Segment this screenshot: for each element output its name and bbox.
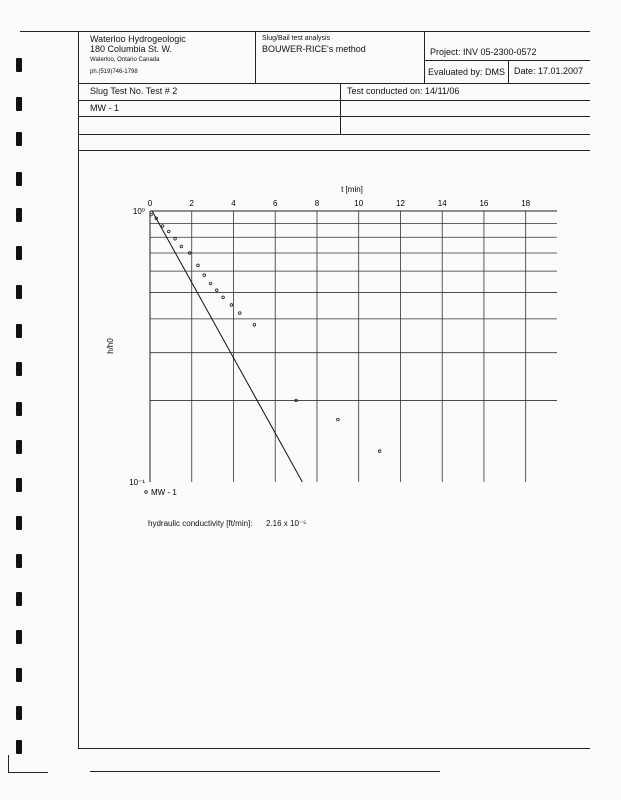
data-point bbox=[167, 230, 170, 233]
data-point bbox=[253, 324, 256, 327]
data-point bbox=[209, 282, 212, 285]
data-point bbox=[150, 213, 153, 216]
x-tick-label: 2 bbox=[189, 199, 194, 208]
x-tick-label: 16 bbox=[479, 199, 489, 208]
x-tick-label: 0 bbox=[147, 199, 153, 208]
y-axis-label: h/h0 bbox=[106, 338, 115, 354]
x-axis-label: t [min] bbox=[341, 185, 363, 194]
x-tick-labels bbox=[148, 199, 531, 208]
evaluated-by: Evaluated by: DMS bbox=[428, 67, 506, 77]
data-point bbox=[378, 450, 381, 453]
x-tick-label: 8 bbox=[314, 199, 320, 208]
org-address: 180 Columbia St. W. bbox=[90, 44, 173, 54]
y-tick-label: 10⁻¹ bbox=[129, 478, 145, 487]
data-point bbox=[197, 264, 200, 267]
analysis-title: Slug/Bail test analysis bbox=[262, 35, 331, 42]
x-tick-label: 10 bbox=[354, 199, 364, 208]
data-point bbox=[161, 225, 164, 228]
analysis-method: BOUWER-RICE's method bbox=[262, 44, 366, 54]
conductivity-label: hydraulic conductivity [ft/min]: bbox=[148, 519, 253, 528]
x-tick-label: 6 bbox=[273, 199, 278, 208]
legend bbox=[145, 488, 178, 497]
project-number: Project: INV 05-2300-0572 bbox=[430, 47, 537, 57]
report-date: Date: 17.01.2007 bbox=[514, 66, 584, 76]
test-conducted-date: Test conducted on: 14/11/06 bbox=[347, 86, 460, 96]
data-point bbox=[222, 296, 225, 299]
data-point bbox=[203, 274, 206, 277]
x-tick-label: 14 bbox=[437, 199, 447, 208]
chart-grid bbox=[150, 211, 557, 482]
data-point bbox=[215, 289, 218, 292]
org-phone: ph.(519)746-1798 bbox=[90, 69, 138, 75]
conductivity-value: 2.16 x 10⁻⁵ bbox=[266, 519, 307, 528]
x-tick-label: 4 bbox=[231, 199, 236, 208]
well-name: MW - 1 bbox=[90, 103, 119, 113]
fit-line-segment bbox=[152, 211, 302, 482]
data-points bbox=[150, 213, 381, 452]
data-point bbox=[230, 304, 233, 307]
y-tick-labels bbox=[129, 207, 145, 487]
y-tick-label: 10⁰ bbox=[132, 207, 145, 216]
legend-marker bbox=[145, 491, 148, 494]
data-point bbox=[180, 245, 183, 248]
test-number: Slug Test No. Test # 2 bbox=[90, 86, 178, 96]
data-point bbox=[174, 237, 177, 240]
org-name: Waterloo Hydrogeologic bbox=[90, 34, 186, 44]
x-tick-label: 18 bbox=[521, 199, 531, 208]
x-tick-label: 12 bbox=[396, 199, 405, 208]
fit-line bbox=[152, 211, 302, 482]
org-city: Waterloo, Ontario Canada bbox=[90, 57, 160, 63]
data-point bbox=[238, 312, 241, 315]
legend-label: MW - 1 bbox=[151, 488, 177, 497]
data-point bbox=[337, 418, 340, 421]
